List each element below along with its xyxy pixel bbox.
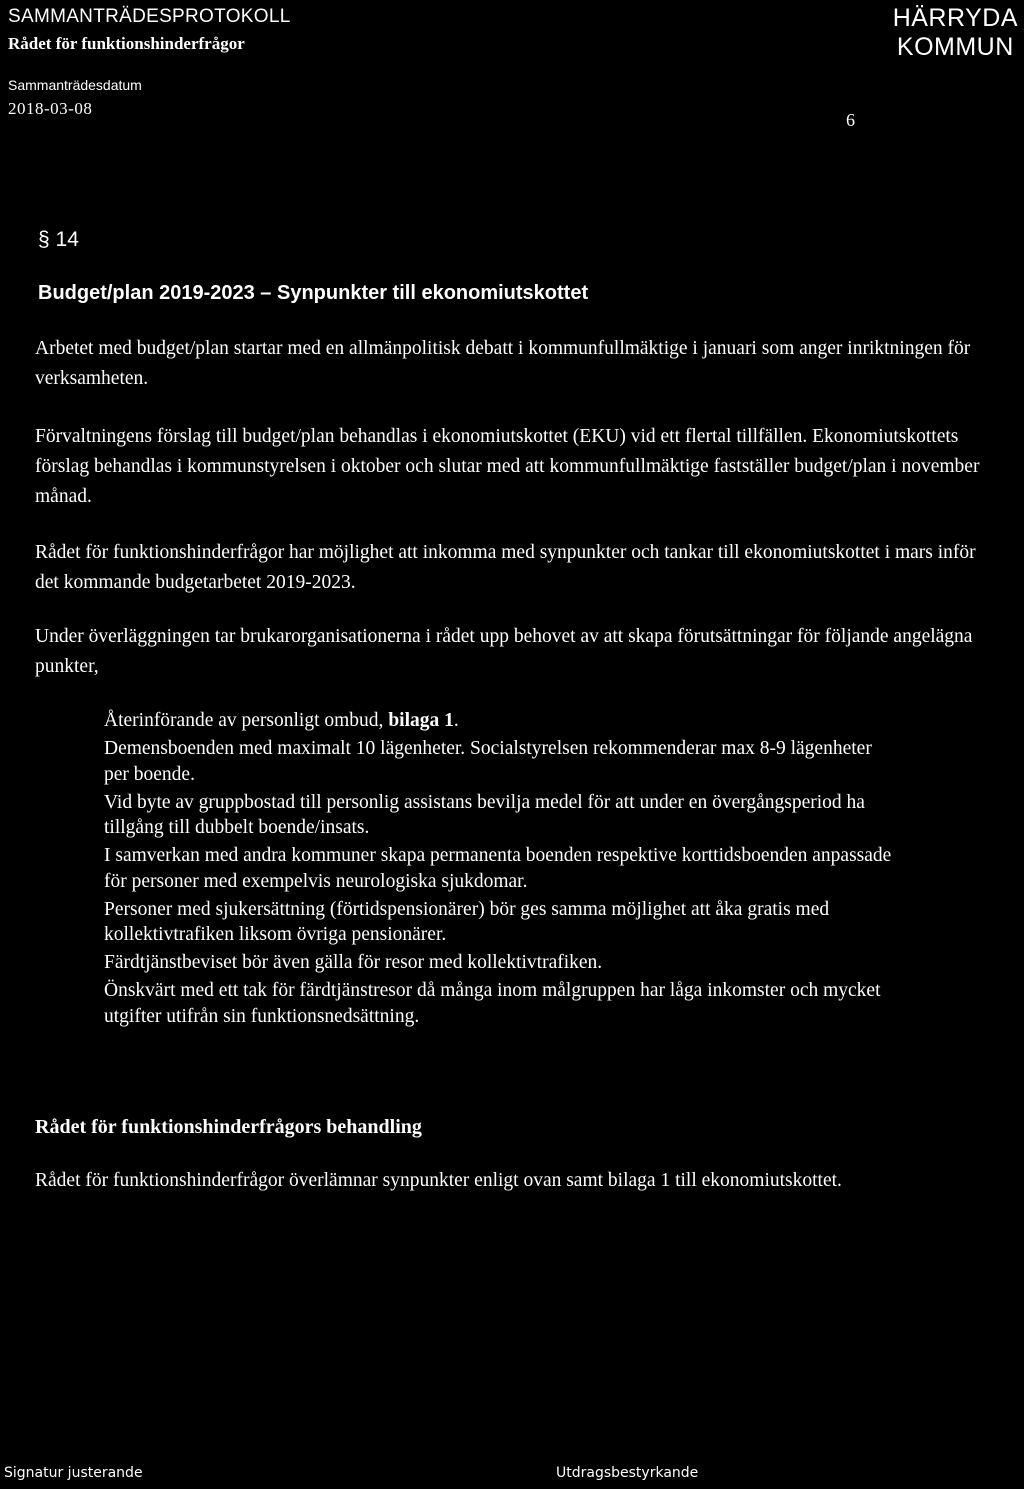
- municipality-name: HÄRRYDA: [892, 4, 1018, 32]
- list-item: Önskvärt med ett tak för färdtjänstresor då många inom målgruppen har låga inkomster och mycket utgifter utifrån sin funktionsnedsättning.: [104, 980, 881, 1027]
- municipality-logo: [893, 4, 1018, 62]
- list-item: Personer med sjukersättning (förtidspensionärer) bör ges samma möjlighet att åka gratis med kollektivtrafiken liksom övriga pensionärer.: [104, 898, 830, 945]
- attachment-reference: bilaga 1: [388, 710, 454, 731]
- list-item: Demensboenden med maximalt 10 lägenheter. Socialstyrelsen rekommenderar max 8-9 lägenheter per boende.: [104, 738, 872, 785]
- municipality-type: KOMMUN: [896, 33, 1014, 61]
- list-item-punctuation: .: [453, 710, 459, 731]
- paragraph-process: [35, 422, 990, 512]
- paragraph-deliberation: [35, 622, 990, 682]
- paragraph-text: Arbetet med budget/plan startar med en allmänpolitisk debatt i kommunfullmäktige i januari som anger inriktningen för verksamheten.: [35, 338, 971, 389]
- list-item: [104, 708, 894, 734]
- paragraph-text: Förvaltningens förslag till budget/plan behandlas i ekonomiutskottet (EKU) vid ett flertal tillfällen. Ekonomiutskottets förslag behandlas i kommunstyrelsen i oktober och slutar med att kommunfullmäktige fastställer budget/plan i november månad.: [35, 426, 980, 507]
- document-type: SAMMANTRÄDESPROTOKOLL: [8, 6, 291, 27]
- paragraph-text: Rådet för funktionshinderfrågor har möjlighet att inkomma med synpunkter och tankar till ekonomiutskottet i mars inför det kommande budgetarbetet 2019-2023.: [35, 542, 976, 593]
- paragraph-text: Under överläggningen tar brukarorganisationerna i rådet upp behovet av att skapa förutsättningar för följande angelägna punkter,: [35, 626, 973, 677]
- paragraph-intro: [35, 334, 990, 394]
- organization-name: Rådet för funktionshinderfrågor: [8, 34, 245, 53]
- list-item: I samverkan med andra kommuner skapa permanenta boenden respektive korttidsboenden anpassade för personer med exempelvis neurologiska sjukdomar.: [104, 845, 892, 892]
- priority-list: [104, 708, 894, 1032]
- meeting-date-label: Sammanträdesdatum: [8, 77, 142, 93]
- section-heading: Budget/plan 2019-2023 – Synpunkter till ekonomiutskottet: [38, 282, 589, 304]
- decision-text: Rådet för funktionshinderfrågor överlämnar synpunkter enligt ovan samt bilaga 1 till ekonomiutskottet.: [35, 1170, 842, 1191]
- decision-paragraph: [35, 1166, 990, 1196]
- decision-heading: Rådet för funktionshinderfrågors behandling: [35, 1116, 422, 1138]
- page-number: 6: [846, 110, 855, 130]
- extract-verification-label: Utdragsbestyrkande: [556, 1465, 699, 1481]
- list-item-text: Återinförande av personligt ombud,: [104, 710, 389, 731]
- meeting-date: 2018-03-08: [8, 99, 93, 118]
- list-item: Vid byte av gruppbostad till personlig assistans bevilja medel för att under en övergångsperiod ha tillgång till dubbelt boende/insats.: [104, 791, 865, 838]
- section-number: § 14: [38, 228, 79, 251]
- paragraph-council: [35, 538, 990, 598]
- signature-label: Signatur justerande: [4, 1465, 143, 1481]
- list-item: Färdtjänstbeviset bör även gälla för resor med kollektivtrafiken.: [104, 952, 603, 973]
